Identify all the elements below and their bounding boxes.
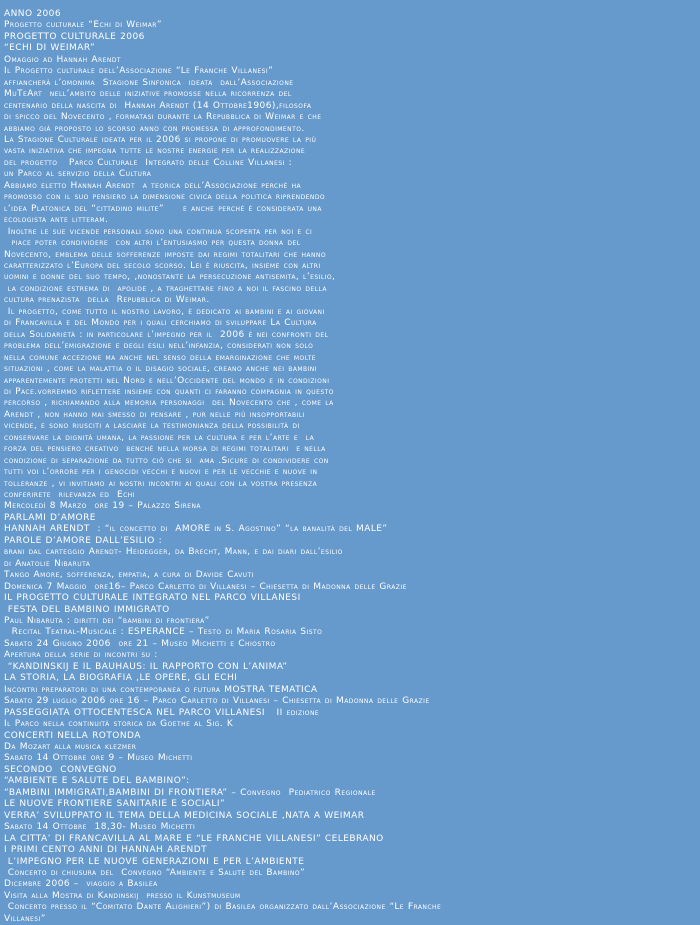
text-line: del progetto Parco Culturale Integrato delle Colline Villanesi :	[4, 157, 293, 168]
text-line: cultura prenazista della Repubblica di Weimar.	[4, 295, 210, 306]
text-line: Sabato 14 Ottobre 18,30- Museo Michetti	[4, 822, 196, 833]
text-line: Arendt , non hanno mai smesso di pensare , pur nelle più insopportabili	[4, 409, 305, 420]
text-line: Inoltre le sue vicende personali sono una continua scoperta per noi e ci	[4, 226, 313, 237]
text-line: LE NUOVE FRONTIERE SANITARIE E SOCIALI”	[4, 799, 226, 810]
text-line: Progetto culturale “Echi di Weimar”	[4, 20, 162, 31]
text-line: forza del pensiero creativo benché nella morsa di regimi totalitari e nella	[4, 444, 326, 455]
text-line: vasta iniziativa che impegna tutte le nostre energie per la realizzazione	[4, 146, 306, 157]
text-line: IL PROGETTO CULTURALE INTEGRATO NEL PARCO VILLANESI	[4, 593, 301, 604]
text-line: vicende, e sono riusciti a lasciare la testimonianza della possibilità di	[4, 421, 300, 432]
text-line: Concerto presso il “Comitato Dante Alighieri”) di Basilea organizzato dall’Associazione “Le Franche	[4, 902, 442, 913]
text-line: nella comune accezione ma anche nel senso della emarginazione che molte	[4, 352, 317, 363]
text-line: di Francavilla e del Mondo per i quali cerchiamo di sviluppare La Cultura	[4, 318, 317, 329]
text-line: affiancherà l’omonima Stagione Sinfonica ideata dall’Associazione	[4, 77, 294, 88]
text-line: problema dell’emigrazione e degli esili nell’infanzia, considerati non solo	[4, 341, 314, 352]
text-line: Sabato 29 luglio 2006 ore 16 – Parco Carletto di Villanesi – Chiesetta di Madonna delle Grazie	[4, 696, 430, 707]
text-line: LA STORIA, LA BIOGRAFIA ,LE OPERE, GLI ECHI	[4, 673, 238, 684]
text-line: Apertura della serie di incontri su :	[4, 650, 158, 661]
text-line: Dicembre 2006 – viaggio a Basilea	[4, 879, 158, 890]
text-line: Domenica 7 Maggio ore16– Parco Carletto di Villanesi – Chiesetta di Madonna delle Grazie	[4, 581, 407, 592]
text-line: abbiamo già proposto lo scorso anno con promessa di approfondimento.	[4, 123, 305, 134]
text-line: piace poter condividere con altri l’entusiasmo per questa donna del	[4, 238, 301, 249]
text-line: SECONDO CONVEGNO	[4, 764, 117, 775]
text-line: Recital Teatral-Musicale : ESPERANCE – Testo di Maria Rosaria Sisto	[4, 627, 323, 638]
text-line: “BAMBINI IMMIGRATI,BAMBINI DI FRONTIERA” – Convegno Pediatrico Regionale	[4, 787, 376, 798]
text-line: Il progetto, come tutto il nostro lavoro, è dedicato ai bambini e ai giovani	[4, 306, 325, 317]
text-line: Mercoledì 8 Marzo ore 19 – Palazzo Sirena	[4, 501, 201, 512]
text-line: Novecento, emblema delle sofferenze imposte dai regimi totalitari che hanno	[4, 249, 327, 260]
text-line: Visita alla Mostra di Kandinskij presso il Kunstmuseum	[4, 890, 241, 901]
text-line: I PRIMI CENTO ANNI DI HANNAH ARENDT	[4, 845, 208, 856]
text-line: situazioni , come la malattia o il disagio sociale, creano anche nei bambini	[4, 364, 317, 375]
text-line: LA CITTA’ DI FRANCAVILLA AL MARE E “LE FRANCHE VILLANESI” CELEBRANO	[4, 833, 384, 844]
text-line: caratterizzato l’Europa del secolo scorso. Lei è riuscita, insieme con altri	[4, 260, 321, 271]
text-line: tutti voi l’orrore per i genocidi vecchi e nuovi e per le vecchie e nuove in	[4, 467, 318, 478]
text-line: CONCERTI NELLA ROTONDA	[4, 730, 141, 741]
text-line: “AMBIENTE E SALUTE DEL BAMBINO”:	[4, 776, 190, 787]
text-line: Villanesi”	[4, 913, 46, 924]
text-line: VERRA’ SVILUPPATO IL TEMA DELLA MEDICINA SOCIALE ,NATA A WEIMAR	[4, 810, 365, 821]
text-line: brani dal carteggio Arendt- Heidegger, da Brecht, Mann, e dai diari dall’esilio	[4, 547, 343, 558]
text-line: La Stagione Culturale ideata per il 2006 si propone di promuovere la più	[4, 134, 317, 145]
text-line: Sabato 14 Ottobre ore 9 – Museo Michetti	[4, 753, 193, 764]
text-line: di spicco del Novecento , formatasi durante la Repubblica di Weimar e che	[4, 112, 322, 123]
text-line: la condizione estrema di apolide , a traghettare fino a noi il fascino della	[4, 283, 327, 294]
text-line: tolleranze , vi invitiamo ai nostri incontri ai quali con la vostra presenza	[4, 478, 318, 489]
text-line: l’idea Platonica del “cittadino milite” e anche perché è considerata una	[4, 203, 322, 214]
text-line: centenario della nascita di Hannah Arendt (14 Ottobre1906),filosofa	[4, 100, 312, 111]
text-line: uomini e donne del suo tempo, ,nonostante la persecuzione antisemita, l’esilio,	[4, 272, 336, 283]
text-line: ANNO 2006	[4, 9, 62, 19]
text-line: Da Mozart alla musica klezmer	[4, 742, 137, 752]
text-line: apparentemente protetti nel Nord e nell’Occidente del mondo e in condizioni	[4, 375, 330, 386]
text-line: Omaggio ad Hannah Arendt	[4, 54, 122, 65]
text-line: PASSEGGIATA OTTOCENTESCA NEL PARCO VILLANESI II edizione	[4, 707, 320, 718]
text-line: Concerto di chiusura del Convegno “Ambiente e Salute del Bambino”	[4, 867, 306, 878]
text-line: promosso con il suo pensiero la dimensione civica della politica riprendendo	[4, 192, 326, 203]
text-line: Il Progetto culturale dell’Associazione “Le Franche Villanesi”	[4, 66, 274, 77]
document-body	[4, 9, 696, 925]
text-line: PARLAMI D’AMORE	[4, 512, 96, 523]
text-line: Abbiamo eletto Hannah Arendt a teorica dell’Associazione perché ha	[4, 180, 302, 191]
text-line: L’IMPEGNO PER LE NUOVE GENERAZIONI E PER L’AMBIENTE	[4, 856, 305, 867]
text-line: HANNAH ARENDT : “il concetto di AMORE in S. Agostino” “la banalità del MALE”	[4, 524, 388, 535]
text-line: Sabato 24 Giugno 2006 ore 21 – Museo Michetti e Chiostro	[4, 638, 276, 649]
text-line: di Pace.vorremmo riflettere insieme con quanti ci faranno compagnia in questo	[4, 386, 334, 397]
text-line: Tango Amore, sofferenza, empatia, a cura di Davide Cavuti	[4, 570, 254, 581]
text-line: della Solidarietà : in particolare l’impegno per il 2006 è nei confronti del	[4, 329, 329, 340]
text-line: conservare la dignità umana, la passione per la cultura e per l’arte e la	[4, 432, 315, 443]
text-line: Paul Nibaruta : diritti dei “bambini di frontiera”	[4, 616, 210, 627]
text-line: “KANDINSKIJ E IL BAUHAUS: IL RAPPORTO CON L’ANIMA”	[4, 661, 288, 672]
text-line: percorso , richiamando alla memoria personaggi del Novecento che , come la	[4, 398, 334, 409]
text-line: Incontri preparatori di una contemporanea o futura MOSTRA TEMATICA	[4, 684, 318, 695]
text-line: PROGETTO CULTURALE 2006	[4, 31, 145, 42]
text-line: PAROLE D’AMORE DALL’ESILIO :	[4, 535, 163, 546]
text-line: Il Parco nella continuità storica da Goethe al Sig. K	[4, 719, 234, 730]
text-line: MuTeArt nell’ambito delle iniziative promosse nella ricorrenza del	[4, 89, 292, 100]
text-line: condizione di separazione da tutto ciò che si ama .Sicure di condividere con	[4, 455, 329, 466]
text-line: “ECHI DI WEIMAR”	[4, 43, 96, 54]
text-line: un Parco al servizio della Cultura	[4, 169, 152, 180]
text-line: FESTA DEL BAMBINO IMMIGRATO	[4, 604, 170, 615]
text-line: conferirete rilevanza ed Echi	[4, 490, 135, 501]
text-line: di Anatolie Nibaruta	[4, 558, 91, 569]
text-line: ecologista ante litteram.	[4, 215, 109, 226]
